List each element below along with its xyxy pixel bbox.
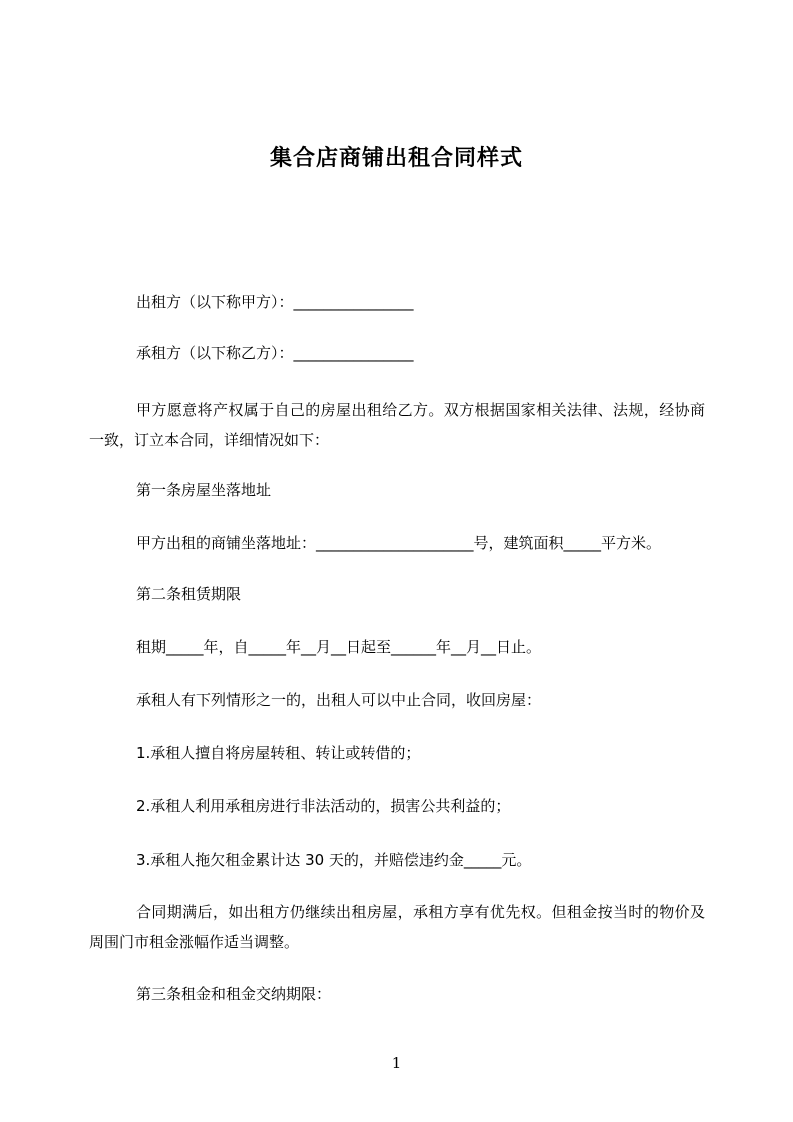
lessor-line: 出租方（以下称甲方）：________________ — [136, 293, 414, 311]
article-2-heading: 第二条租赁期限 — [136, 585, 242, 603]
termination-intro: 承租人有下列情形之一的，出租人可以中止合同，收回房屋： — [136, 691, 542, 709]
termination-item-1: 1.承租人擅自将房屋转租、转让或转借的； — [136, 744, 421, 762]
termination-item-3: 3.承租人拖欠租金累计达 30 天的，并赔偿违约金_____元。 — [136, 851, 532, 869]
lessee-line: 承租方（以下称乙方）：________________ — [136, 344, 414, 362]
article-1-body: 甲方出租的商铺坐落地址：_____________________号，建筑面积_____平方米。 — [136, 534, 662, 552]
renewal-paragraph: 合同期满后，如出租方仍继续出租房屋，承租方享有优先权。但租金按当时的物价及周围门市租金涨幅作适当调整。 — [89, 903, 705, 951]
intro-paragraph: 甲方愿意将产权属于自己的房屋出租给乙方。双方根据国家相关法律、法规，经协商一致，订立本合同，详细情况如下： — [89, 401, 705, 449]
article-2-term: 租期_____年，自_____年__月__日起至______年__月__日止。 — [136, 638, 542, 656]
article-1-heading: 第一条房屋坐落地址 — [136, 481, 272, 499]
termination-item-2: 2.承租人利用承租房进行非法活动的，损害公共利益的； — [136, 797, 511, 815]
page-number: 1 — [391, 1054, 402, 1072]
article-3-heading: 第三条租金和租金交纳期限： — [136, 985, 332, 1003]
document-title: 集合店商铺出租合同样式 — [269, 146, 523, 171]
